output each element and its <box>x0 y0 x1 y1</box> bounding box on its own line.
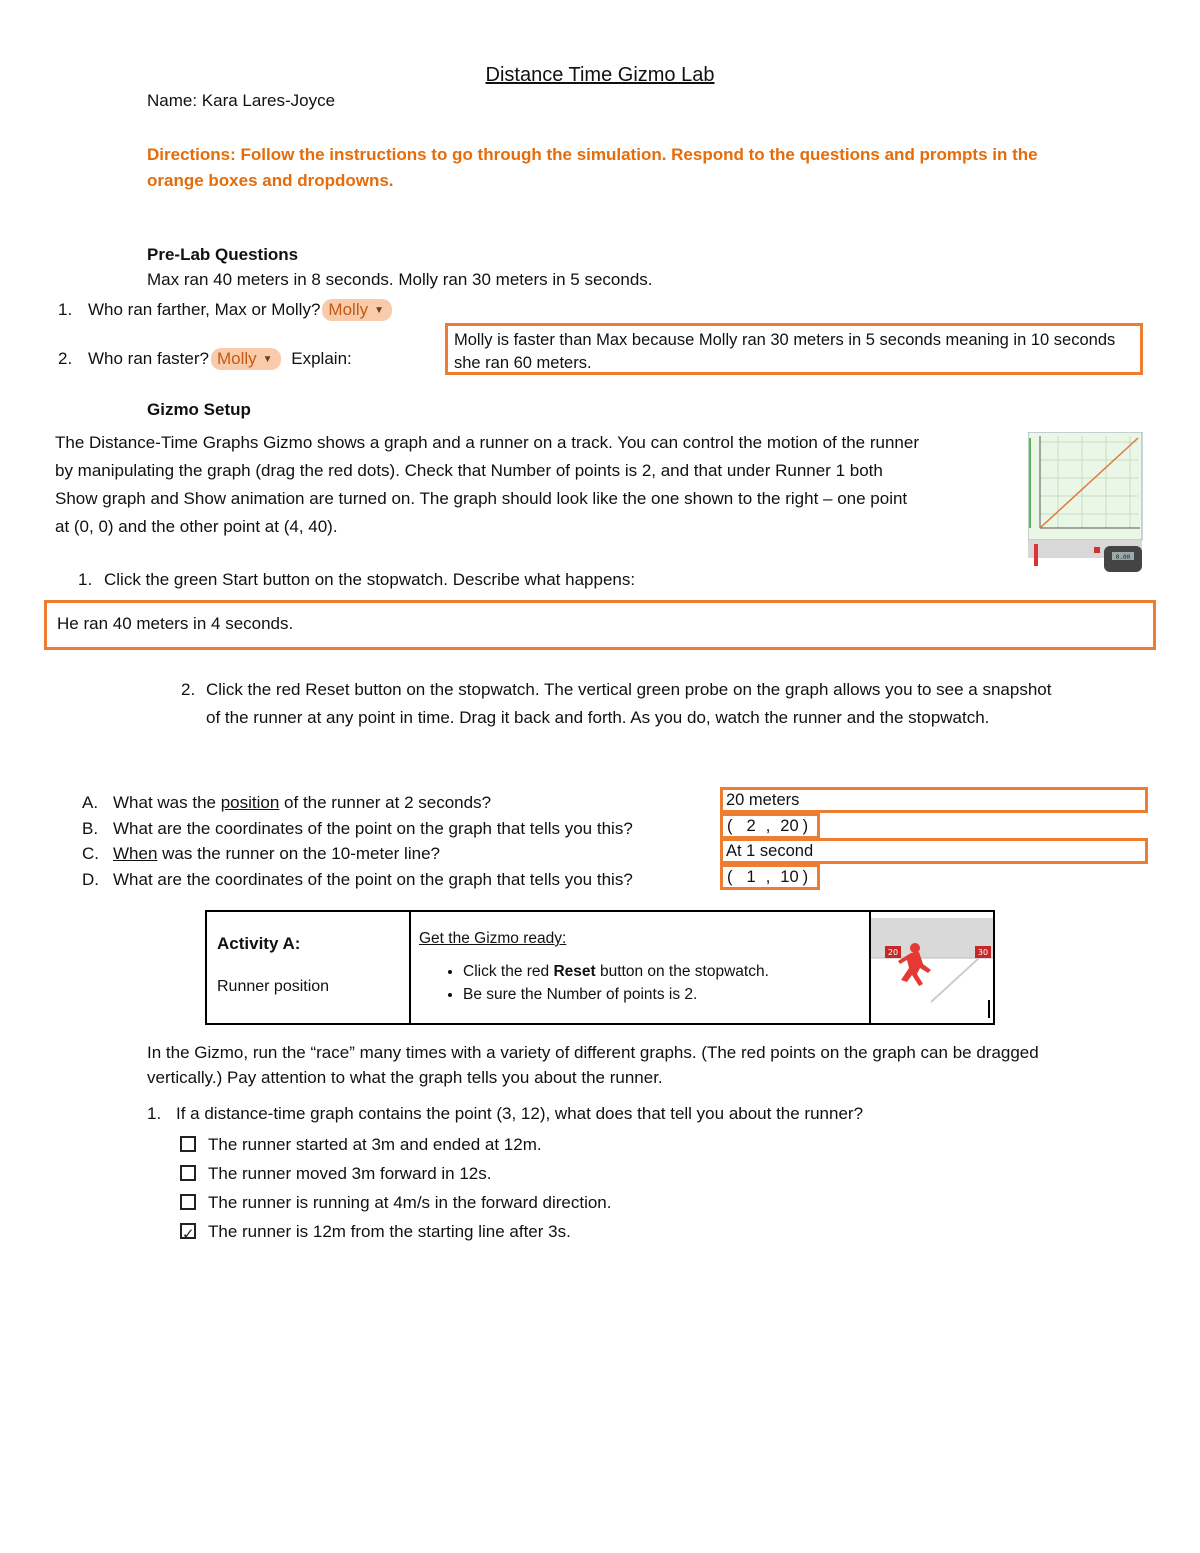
mc-question-text: If a distance-time graph contains the point (3, 12), what does that tell you about the runner? <box>176 1104 864 1123</box>
answer-a-box[interactable]: 20 meters <box>720 787 1148 813</box>
step1-text: Click the green Start button on the stopwatch. Describe what happens: <box>104 570 636 589</box>
chevron-down-icon: ▼ <box>262 354 273 366</box>
activity-image-cell <box>870 911 994 1024</box>
checkbox-icon[interactable] <box>180 1194 196 1210</box>
q2-answer-value: Molly <box>216 349 257 368</box>
mc-option[interactable]: ✓The runner is 12m from the starting line after 3s. <box>180 1217 611 1246</box>
step2-text: Click the red Reset button on the stopwatch. The vertical green probe on the graph allows you to see a snapshot of the runner at any point in time. Drag it back and forth. As you do, watch the runner and the stopwatch. <box>206 680 1052 727</box>
runner-track-image <box>871 912 993 1018</box>
activity-title-cell <box>206 911 410 1024</box>
gizmo-graph-thumbnail <box>1028 432 1144 574</box>
prelab-q2 <box>58 348 352 370</box>
distance-time-graph-image <box>1028 432 1144 574</box>
qa-row-d: D. What are the coordinates of the point on the graph that tells you this? <box>82 869 633 889</box>
track-marker-30: 30 <box>977 948 989 957</box>
track-marker-20: 20 <box>887 948 899 957</box>
checkbox-checked-icon[interactable] <box>180 1223 196 1239</box>
setup-step1 <box>78 570 635 590</box>
setup-paragraph: The Distance-Time Graphs Gizmo shows a graph and a runner on a track. You can control the motion of the runner by manipulating the graph (drag the red dots). Check that Number of points is 2, and that under Runner 1 both Show graph and Show animation are turned on. The graph should look like the one shown to the right – one point at (0, 0) and the other point at (4, 40). <box>55 433 919 536</box>
activity-bullets <box>419 960 861 1006</box>
setup-heading: Gizmo Setup <box>147 400 251 419</box>
activity-subtitle: Runner position <box>217 978 330 995</box>
answer-c-box[interactable]: At 1 second <box>720 838 1148 864</box>
q2-explain-label: Explain: <box>291 349 352 368</box>
mc-option[interactable]: The runner is running at 4m/s in the forward direction. <box>180 1188 611 1217</box>
mc-number: 1. <box>147 1104 162 1123</box>
q1-number: 1. <box>58 300 73 319</box>
race-paragraph: In the Gizmo, run the “race” many times with a variety of different graphs. (The red points on the graph can be dragged vertically.) Pay attention to what the graph tells you about the runner. <box>147 1043 1039 1087</box>
setup-step2 <box>181 676 1061 732</box>
mc-options <box>180 1130 611 1246</box>
qa-row-a: A. What was the position of the runner at 2 seconds? <box>82 793 492 812</box>
qa-list <box>82 790 712 892</box>
qa-row-b: B. What are the coordinates of the point on the graph that tells you this? <box>82 818 633 838</box>
q2-text: Who ran faster? <box>88 349 209 368</box>
mc-question <box>147 1104 863 1124</box>
activity-ready: Get the Gizmo ready: <box>419 930 567 947</box>
name-line: Name: Kara Lares-Joyce <box>147 91 336 110</box>
prelab-heading: Pre-Lab Questions <box>147 245 299 264</box>
prelab-intro: Max ran 40 meters in 8 seconds. Molly ran 30 meters in 5 seconds. <box>147 270 653 289</box>
activity-title: Activity A: <box>217 934 301 953</box>
activity-instructions-cell <box>410 911 870 1024</box>
activity-bullet-1: • Click the red Reset button on the stopwatch. <box>463 960 861 983</box>
answer-b-coords[interactable]: ( 2 , 20 ) <box>720 813 820 839</box>
q2-answer-dropdown[interactable] <box>211 348 281 370</box>
coord-d-x: 1 <box>746 868 756 886</box>
coord-b-x: 2 <box>746 817 756 835</box>
page-title: Distance Time Gizmo Lab <box>485 64 715 86</box>
prelab-q1 <box>58 299 392 321</box>
checkbox-icon[interactable] <box>180 1136 196 1152</box>
step1-answer-box[interactable]: He ran 40 meters in 4 seconds. <box>44 600 1156 650</box>
q2-explanation-box[interactable]: Molly is faster than Max because Molly ran 30 meters in 5 seconds meaning in 10 seconds she ran 60 meters. <box>445 323 1143 375</box>
qa-row-c: C. When was the runner on the 10-meter line? <box>82 844 440 863</box>
step2-number: 2. <box>181 680 196 699</box>
activity-bullet-2: • Be sure the Number of points is 2. <box>463 983 861 1006</box>
coord-b-y: 20 <box>780 817 799 835</box>
answer-d-coords[interactable]: ( 1 , 10 ) <box>720 864 820 890</box>
q1-answer-dropdown[interactable] <box>322 299 392 321</box>
directions: Directions: Follow the instructions to go through the simulation. Respond to the questions and prompts in the orange boxes and dropdowns. <box>147 145 1038 190</box>
activity-table <box>205 910 995 1025</box>
checkbox-icon[interactable] <box>180 1165 196 1181</box>
q2-number: 2. <box>58 349 73 368</box>
mc-option[interactable]: The runner started at 3m and ended at 12m. <box>180 1130 611 1159</box>
chevron-down-icon: ▼ <box>374 305 384 317</box>
mc-option[interactable]: The runner moved 3m forward in 12s. <box>180 1159 611 1188</box>
q1-answer-value: Molly <box>328 300 369 319</box>
stopwatch-readout: 0.00 <box>1115 554 1131 561</box>
q1-text: Who ran farther, Max or Molly? <box>88 300 321 319</box>
step1-number: 1. <box>78 570 93 589</box>
coord-d-y: 10 <box>780 868 799 886</box>
